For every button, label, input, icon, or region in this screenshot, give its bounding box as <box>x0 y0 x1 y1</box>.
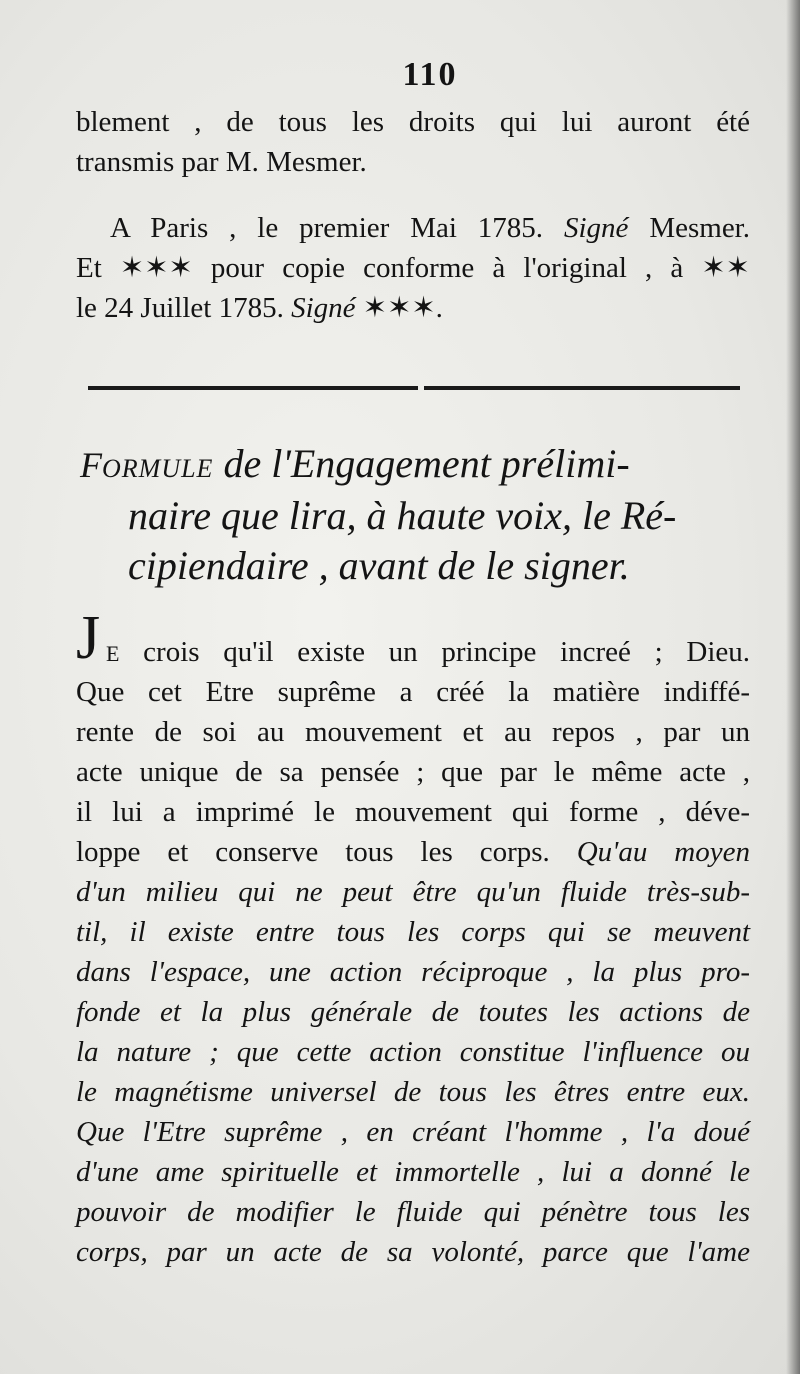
body-line-9: dans l'espace, une action réciproque , la plus pro- <box>76 956 750 988</box>
body-line-7: d'un milieu qui ne peut être qu'un fluide très-sub- <box>76 876 750 908</box>
text-line-1: blement , de tous les droits qui lui auront été <box>76 106 750 138</box>
signature-line-1 <box>110 208 750 248</box>
rule-left <box>88 386 418 390</box>
heading-line-3: cipiendaire , avant de le signer. <box>128 543 630 588</box>
body-line-13: Que l'Etre suprême , en créant l'homme , l'a doué <box>76 1116 750 1148</box>
heading-first-word: ORMULE <box>102 454 214 483</box>
signer-name: Mesmer. <box>649 212 750 244</box>
body-line-1 <box>76 604 750 674</box>
body-line-15: pouvoir de modifier le fluide qui pénètre tous les <box>76 1196 750 1228</box>
heading-line-1 <box>80 438 630 495</box>
heading-initial: F <box>80 445 102 485</box>
signe-label: Signé <box>563 212 629 244</box>
body-line-3: rente de soi au mouvement et au repos , par un <box>76 716 750 748</box>
dropcap: J <box>76 604 101 672</box>
heading-line-1-rest: de l'Engagement prélimi- <box>223 441 630 486</box>
body-line-5: il lui a imprimé le mouvement qui forme , déve- <box>76 796 750 828</box>
page-number: 110 <box>402 56 458 93</box>
signature-date: A Paris , le premier Mai 1785. <box>110 212 544 244</box>
heading-line-2: naire que lira, à haute voix, le Ré- <box>128 493 677 538</box>
copy-date: le 24 Juillet 1785. <box>76 292 284 324</box>
signature-line-2: Et ✶✶✶ pour copie conforme à l'original , à ✶✶ <box>76 252 750 284</box>
text-line-2: transmis par M. Mesmer. <box>76 146 367 178</box>
body-line-4: acte unique de sa pensée ; que par le même acte , <box>76 756 750 788</box>
body-line-11: la nature ; que cette action constitue l'influence ou <box>76 1036 750 1068</box>
body-line-12: le magnétisme universel de tous les êtres entre eux. <box>76 1076 750 1108</box>
body-line-2: Que cet Etre suprême a créé la matière indiffé- <box>76 676 750 708</box>
rule-right <box>424 386 740 390</box>
body-line-8: til, il existe entre tous les corps qui se meuvent <box>76 916 750 948</box>
page-spine-shadow <box>786 0 800 1374</box>
body-line-10: fonde et la plus générale de toutes les actions de <box>76 996 750 1028</box>
signe-label-2: Signé <box>291 292 356 324</box>
body-line-16: corps, par un acte de sa volonté, parce que l'ame <box>76 1236 750 1268</box>
dropcap-smallcap: E <box>106 641 120 666</box>
body-line-14: d'une ame spirituelle et immortelle , lui a donné le <box>76 1156 750 1188</box>
body-line-1-text: crois qu'il existe un principe increé ; Dieu. <box>143 636 750 668</box>
body-line-6-roman: loppe et conserve tous les corps. <box>76 836 550 868</box>
body-line-6-italic: Qu'au moyen <box>576 836 750 868</box>
signature-line-3 <box>76 288 750 328</box>
body-line-6 <box>76 832 750 872</box>
signer-stars: ✶✶✶. <box>362 292 443 324</box>
